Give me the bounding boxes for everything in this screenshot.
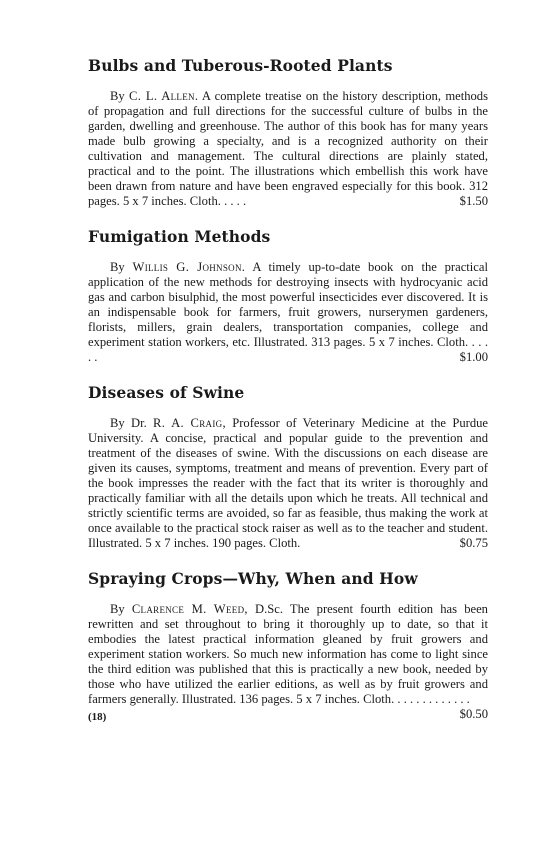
page-number: (18) (88, 711, 107, 723)
entry-byline: By Dr. (110, 416, 154, 430)
entry-author: C. L. Allen. (129, 89, 199, 103)
entry-author: R. A. Craig, (153, 416, 226, 430)
entry-bulbs (88, 56, 488, 209)
entry-description (88, 260, 488, 365)
entry-title: Fumigation Methods (88, 227, 271, 246)
entry-description (88, 89, 488, 209)
entry-price: $1.00 (459, 350, 488, 364)
catalog-page (88, 56, 488, 723)
entry-title: Diseases of Swine (88, 383, 245, 402)
entry-title: Spraying Crops—Why, When and How (88, 569, 418, 588)
entry-text: A complete treatise on the history description, methods of propagation and full directions for the successful culture of bulbs in the garden, dwelling and greenhouse. The author of this book has for many years made bulb growing a specialty, and is a recognized authority on their cultivation and management. The cultural directions are plainly stated, practical and to the point. The illustrations which embellish this work have been drawn from nature and have been engraved especially for this book. 312 pages. 5 x 7 inches. Cloth. . . . . (88, 89, 488, 208)
entry-author: Willis G. Johnson. (132, 260, 246, 274)
entry-byline: By (110, 89, 130, 103)
entry-price: $0.50 (459, 707, 488, 721)
entry-title: Bulbs and Tuberous-Rooted Plants (88, 56, 393, 75)
entry-text: A timely up-to-date book on the practical application of the new methods for destroying insects with hydrocyanic acid gas and carbon bisulphid, the most powerful insecticides ever discovered. It is an indispensable book for farmers, fruit growers, nurserymen gardeners, florists, millers, grain dealers, transportation companies, college and experiment station workers, etc. Illustrated. 313 pages. 5 x 7 inches. Cloth. . . . . . (88, 260, 488, 364)
entry-price: $0.75 (459, 536, 488, 550)
entry-text: D.Sc. The present fourth edition has been rewritten and set throughout to bring it thoroughly up to date, so that it embodies the latest practical information gleaned by fruit growers and experiment station workers. So much new information has come to light since the third edition was published that this is practically a new book, needed by those who have utilized the earlier editions, as well as by fruit growers and farmers generally. Illustrated. 136 pages. 5 x 7 inches. Cloth. . . . . . . . . . . . . (88, 602, 488, 706)
entry-description (88, 416, 488, 551)
entry-fumigation (88, 227, 488, 365)
entry-price: $1.50 (459, 194, 488, 208)
entry-author: Clarence M. Weed, (131, 602, 248, 616)
entry-swine (88, 383, 488, 551)
entry-text: Professor of Veterinary Medicine at the Purdue University. A concise, practical and popular guide to the prevention and treatment of the diseases of swine. With the discussions on each disease are given its causes, symptoms, treatment and means of prevention. Every part of the book impresses the reader with the fact that its writer is thoroughly and practically familiar with all the details upon which he treats. All technical and strictly scientific terms are avoided, so far as feasible, thus making the work at once available to the practical stock raiser as well as to the teacher and student. Illustrated. 5 x 7 inches. 190 pages. Cloth. (88, 416, 489, 550)
entry-byline: By (110, 602, 132, 616)
entry-byline: By (110, 260, 133, 274)
